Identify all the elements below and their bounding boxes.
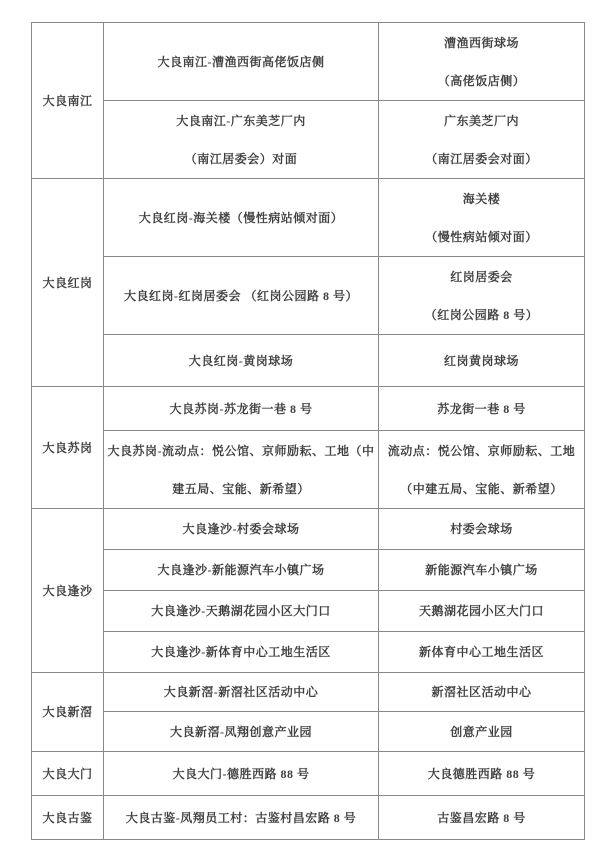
site-line: 大良南江-漕渔西街高佬饭店侧 (157, 54, 325, 69)
table-row (32, 509, 585, 550)
venue-text: 流动点：悦公馆、京师励耘、工地（中建五局、宝能、新希望） (387, 443, 576, 496)
site-cell (104, 101, 379, 179)
venue-line: 天鹅湖花园小区大门口 (418, 604, 544, 618)
site-cell (104, 796, 379, 840)
venue-cell (379, 591, 585, 632)
district-label: 大良苏岗 (42, 440, 93, 455)
table-row (32, 101, 585, 179)
site-cell (104, 550, 379, 591)
table-row (32, 23, 585, 101)
site-line: 大良大门-德胜西路 88 号 (172, 766, 310, 781)
venue-line: 红岗居委会 (450, 269, 513, 284)
venue-line: 新能源汽车小镇广场 (425, 563, 538, 577)
site-line: 大良逢沙-新能源汽车小镇广场 (157, 563, 325, 577)
site-cell (104, 673, 379, 712)
venue-cell (379, 673, 585, 712)
site-cell (104, 387, 379, 431)
venue-line: （慢性病站倾对面） (425, 229, 538, 244)
table-row (32, 550, 585, 591)
venue-line: 村委会球场 (450, 522, 513, 536)
district-cell (32, 796, 104, 840)
site-line: 大良逢沙-天鹅湖花园小区大门口 (151, 604, 331, 618)
table-row (32, 591, 585, 632)
table-row (32, 387, 585, 431)
table-row (32, 673, 585, 712)
site-cell (104, 179, 379, 257)
district-cell (32, 387, 104, 509)
site-line: 大良红岗-海关楼（慢性病站倾对面） (138, 210, 344, 225)
table-row (32, 257, 585, 335)
site-cell (104, 591, 379, 632)
district-cell (32, 673, 104, 752)
site-line: 大良红岗-黄岗球场 (188, 353, 294, 368)
venue-cell (379, 632, 585, 673)
venue-cell (379, 550, 585, 591)
venue-cell (379, 796, 585, 840)
district-label: 大良逢沙 (42, 583, 93, 598)
site-cell (104, 23, 379, 101)
venue-line: （南江居委会对面） (425, 151, 538, 166)
venue-line: 海关楼 (462, 191, 501, 206)
district-label: 大良新滘 (42, 705, 93, 719)
table-row (32, 796, 585, 840)
district-cell (32, 179, 104, 387)
venue-cell (379, 752, 585, 796)
venue-cell (379, 257, 585, 335)
site-line: 大良苏岗-苏龙街一巷 8 号 (169, 401, 313, 416)
site-line: 大良红岗-红岗居委会 （红岗公园路 8 号） (124, 288, 358, 303)
venue-line: 新体育中心工地生活区 (418, 645, 544, 659)
site-line: 大良逢沙-村委会球场 (182, 522, 300, 536)
site-line: 大良逢沙-新体育中心工地生活区 (151, 645, 331, 659)
venue-cell (379, 712, 585, 752)
venue-cell (379, 23, 585, 101)
venue-cell (379, 179, 585, 257)
table-row (32, 712, 585, 752)
site-text: 大良苏岗-流动点：悦公馆、京师励耘、工地（中建五局、宝能、新希望） (107, 443, 375, 496)
site-cell (104, 752, 379, 796)
district-label: 大良南江 (42, 93, 93, 108)
site-cell (104, 509, 379, 550)
venue-line: 新滘社区活动中心 (431, 685, 532, 699)
site-line: （南江居委会）对面 (184, 151, 298, 166)
site-location-table (31, 22, 585, 840)
site-cell (104, 257, 379, 335)
district-cell (32, 23, 104, 179)
venue-line: 创意产业园 (450, 724, 513, 739)
venue-line: 漕渔西街球场 (443, 35, 519, 50)
table-row (32, 431, 585, 509)
site-cell (104, 632, 379, 673)
venue-line: （红岗公园路 8 号） (424, 307, 539, 322)
venue-line: 古鉴昌宏路 8 号 (437, 810, 526, 825)
table-row (32, 632, 585, 673)
district-cell (32, 509, 104, 673)
table-row (32, 752, 585, 796)
district-label: 大良古鉴 (42, 810, 93, 825)
venue-cell (379, 101, 585, 179)
site-line: 大良南江-广东美芝厂内 (176, 113, 306, 128)
table-row (32, 335, 585, 387)
district-cell (32, 752, 104, 796)
venue-cell (379, 431, 585, 509)
venue-line: （高佬饭店侧） (437, 73, 526, 88)
site-cell (104, 712, 379, 752)
district-label: 大良红岗 (42, 275, 93, 290)
site-cell (104, 335, 379, 387)
district-label: 大良大门 (42, 766, 93, 781)
venue-line: 广东美芝厂内 (443, 113, 519, 128)
venue-cell (379, 509, 585, 550)
venue-cell (379, 335, 585, 387)
site-cell (104, 431, 379, 509)
site-line: 大良古鉴-凤翔员工村：古鉴村昌宏路 8 号 (125, 810, 357, 825)
site-line: 大良新滘-凤翔创意产业园 (170, 724, 312, 739)
venue-cell (379, 387, 585, 431)
venue-line: 大良德胜西路 88 号 (427, 766, 536, 781)
table-row (32, 179, 585, 257)
venue-line: 红岗黄岗球场 (443, 353, 519, 368)
site-line: 大良新滘-新滘社区活动中心 (163, 685, 319, 699)
venue-line: 苏龙街一巷 8 号 (437, 401, 526, 416)
